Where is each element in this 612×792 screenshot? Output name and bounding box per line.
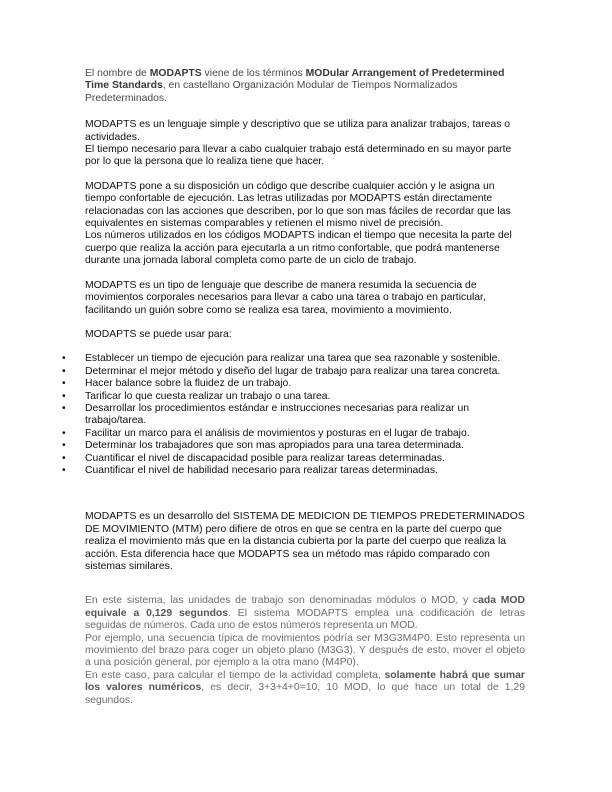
list-item: • Facilitar un marco para el análisis de movimientos y posturas en el lugar de trabajo. (85, 428, 525, 440)
list-item: • Determinar los trabajadores que son mas apropiados para una tarea determinada. (85, 440, 525, 452)
list-item: • Cuantificar el nivel de habilidad necesario para realizar tareas determinadas. (85, 465, 525, 477)
intro-paragraph (85, 68, 525, 105)
paragraph-code (85, 181, 525, 268)
uses-list (85, 353, 525, 477)
paragraph-definition (85, 119, 525, 169)
system-text: , es decir, 3+3+4+0=10, 10 MOD, lo que hace un total de 1,29 segundos. (85, 682, 525, 706)
system-text: En este sistema, las unidades de trabajo son denominadas módulos o MOD, y c (85, 595, 479, 607)
uses-label: MODAPTS se puede usar para: (85, 328, 232, 340)
code-line: Los números utilizados en los códigos MODAPTS indican el tiempo que necesita la parte del cuerpo que realiza la acción para ejecutarla a un ritmo confortable, que podrá mantenerse durante una jornada laboral completa como parte de un ciclo de trabajo. (85, 230, 512, 267)
system-text: . El sistema MODAPTS emplea una codificación de letras seguidas de números. Cada uno de estos números representa un MOD. (85, 607, 525, 632)
list-item: • Determinar el mejor método y diseño del lugar de trabajo para realizar una tarea concreta. (85, 366, 525, 378)
paragraph-system (85, 595, 525, 707)
system-text: En este caso, para calcular el tiempo de la actividad completa, (85, 669, 385, 681)
document-page (85, 68, 525, 707)
paragraph-language: MODAPTS es un tipo de lenguaje que describe de manera resumida la secuencia de movimientos corporales necesarios para llevar a cabo una tarea o trabajo en particular, facilitando un guión sobre como se realiza esa tarea, movimiento a movimiento. (85, 279, 486, 316)
definition-line: El tiempo necesario para llevar a cabo cualquier trabajo está determinado en su mayor parte por lo que la persona que lo realiza tiene que hacer. (85, 144, 512, 168)
intro-text: , en castellano Organización Modular de Tiempos Normalizados Predeterminados. (85, 80, 458, 104)
list-item: • Hacer balance sobre la fluidez de un trabajo. (85, 378, 525, 390)
definition-line: MODAPTS es un lenguaje simple y descriptivo que se utiliza para analizar trabajos, tareas o actividades. (85, 119, 511, 143)
intro-text: El nombre de (85, 68, 150, 79)
intro-bold-modapts: MODAPTS (149, 68, 202, 79)
paragraph-mtm: MODAPTS es un desarrollo del SISTEMA DE MEDICION DE TIEMPOS PREDETERMINADOS DE MOVIMIENTO (MTM) pero difiere de otros en que se centra en la parte del cuerpo que realiza el movimiento más que en la distancia cubierta por la parte del cuerpo que realiza la acción. Esta diferencia hace que MODAPTS sea un método mas rápido comparado con sistemas similares. (85, 511, 525, 572)
list-item: • Cuantificar el nivel de discapacidad posible para realizar tareas determinadas. (85, 453, 525, 465)
system-line (85, 670, 525, 707)
system-line: Por ejemplo, una secuencia típica de movimientos podría ser M3G3M4P0. Esto representa un movimiento del brazo para coger un objeto plano (M3G3). Y después de esto, mover el objeto a una posición general, por ejemplo a la otra mano (M4P0). (85, 632, 525, 669)
intro-text: viene de los términos (201, 68, 306, 79)
code-line: MODAPTS pone a su disposición un código que describe cualquier acción y le asigna un tiempo confortable de ejecución. Las letras utilizadas por MODAPTS están directamente relacionadas con las acciones que describen, por lo que son mas fáciles de recordar que las equivalentes en sistemas comparables y retienen el mismo nivel de precisión. (85, 180, 511, 230)
intro-bold-acronym: MODular Arrangement of Predetermined Time Standards (85, 68, 505, 92)
list-item: • Desarrollar los procedimientos estándar e instrucciones necesarias para realizar un trabajo/tarea. (85, 403, 525, 428)
list-item: • Establecer un tiempo de ejecución para realizar una tarea que sea razonable y sostenible. (85, 353, 525, 365)
list-item: • Tarificar lo que cuesta realizar un trabajo o una tarea. (85, 391, 525, 403)
system-bold: ada MOD equivale a 0,129 segundos (85, 595, 525, 619)
system-line (85, 595, 525, 632)
system-bold: solamente habrá que sumar los valores numéricos (85, 669, 525, 694)
